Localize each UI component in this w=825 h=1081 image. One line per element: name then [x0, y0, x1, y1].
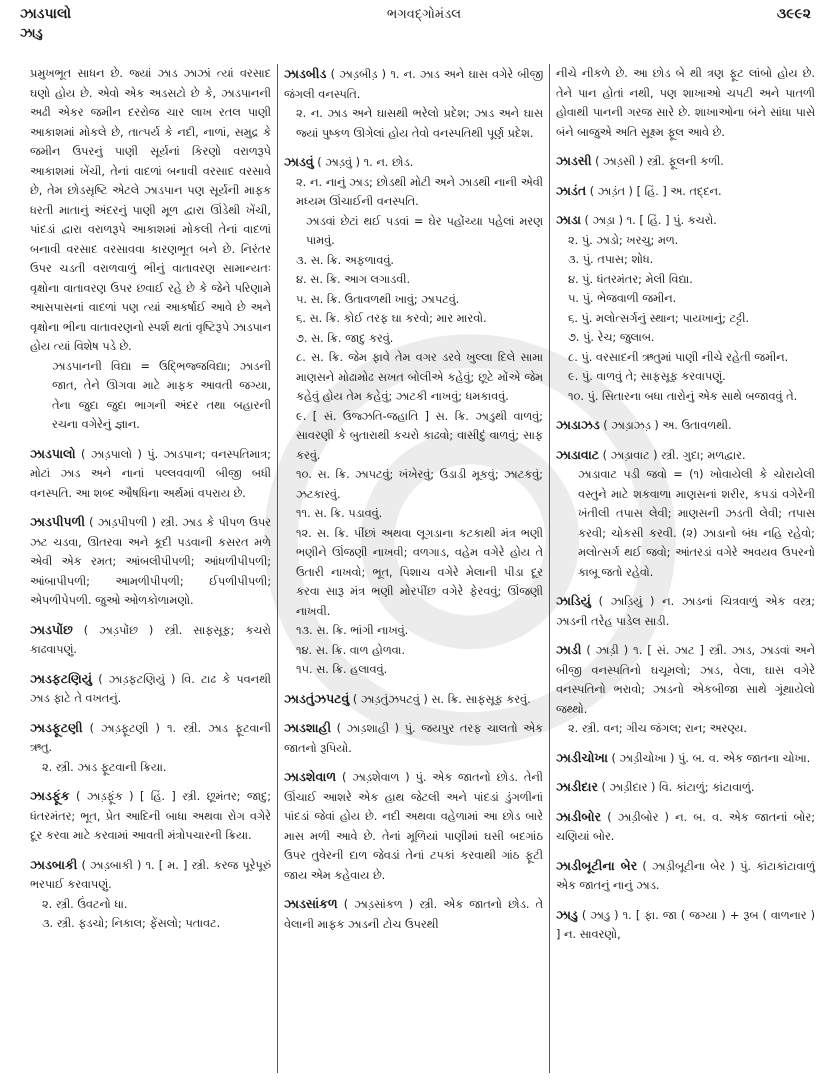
dictionary-entry [30, 444, 271, 504]
pronunciation: ( ઝાડ઼બીડ઼ ) [330, 68, 387, 81]
headword: ઝાડસાંકળ [284, 896, 338, 911]
definition: સ્ત્રી. ઝાડ કે પીપળ ઉપર ઝટ ચડવા, ઊતરવા અને કૂદી પડવાની કસરત મળે એવી એક રમત; આંબલીપીપળી; આંધળીપીપળી; આંબાપીપળી; આમળીપીપળી; ઈપળીપીપળી; એપળીપેપળી. જુઓ ઓળકોળામણો. [30, 516, 272, 607]
definition-sense: ૭. સ. ક્રિ. જાદુ કરવું. [296, 331, 394, 345]
definition-sense: ૧૦. સ. ક્રિ. ઝાપટવું; ખંખેરવું; ઉડાડી મૂકવું; ઝાટકવું; ઝટકારવું. [296, 468, 543, 501]
definition: વિ. ટાઢ કે પવનથી ઝાડ ફાટે તે વખતનું. [30, 672, 271, 705]
pronunciation: ( ઝાડ઼ાઝડ઼ ) [603, 419, 659, 432]
dictionary-entry [284, 767, 543, 885]
definition: અ. ઉતાવળથી. [662, 419, 732, 432]
headword: ઝાડી [556, 642, 582, 657]
pronunciation: ( ઝાડ઼શાહી ) [336, 722, 400, 735]
dictionary-entry [556, 807, 815, 847]
pronunciation: ( ઝાડ઼સાંકળ ) [343, 898, 414, 911]
pronunciation: ( ઝાડ઼ીબૂટીના બેર ) [642, 859, 735, 873]
definition: ન. બ. વ. એક જાતનાં બોર; ચણિયાં બોર. [556, 810, 816, 843]
dictionary-entry [30, 620, 271, 660]
pronunciation: ( ઝાડ઼ંત ) [589, 184, 633, 198]
pronunciation: ( ઝાડ઼તુંઝપટવું ) [352, 692, 428, 706]
definition: પું. ઝાડપાન; વનસ્પતિમાત્ર; મોટાં ઝાડ અને નાનાં પલ્લવવાળી બીજી બધી વનસ્પતિ. આ શબ્દ ઔષધિના અર્થમાં વપરાય છે. [30, 447, 271, 500]
dictionary-entry [284, 64, 543, 143]
dictionary-entry [556, 748, 815, 769]
dictionary-entry [556, 591, 815, 631]
dictionary-entry [556, 777, 815, 798]
definition-sense: ૧૦. પું. સિતારના બધા તારોનું એક સાથે બજાવવું તે. [568, 389, 798, 403]
headword: ઝાડપોંછ [30, 621, 73, 637]
definition: પ્રમુખભૂત સાધન છે. જ્યાં ઝાડ ઝાઝાં ત્યાં વરસાદ ઘણો હોય છે. એવો એક અડસટો છે કે, ઝાડપાનની અઢી એકર જમીન દરરોજ ચાર લાખ રતલ પાણી આકાશમાં મોકલે છે, તાત્પર્ય કે નદી, નાળાં, સમુદ્ર કે જમીન ઉપરનું પાણી સૂર્યનાં કિરણો વરાળરૂપે આકાશમાં ખેંચી, તેનાં વાદળાં બનાવી વરસાદ વરસાવે છે, તેમ છોડસૃષ્ટિ એટલે ઝાડપાન પણ સૂર્યની માફક ધરતી માતાનું અંદરનું પાણી મૂળ દ્વારા ઊંડેથી ખેંચી, પાંદડાં દ્વારા વરાળરૂપે આકાશમાં મોકલી તેનાં વાદળાં બનાવી વરસાદ વરસાવવા કારણભૂત બને છે. નિરંતર ઉપર ચડતી વરાળવાળું ભીનું વાતાવરણ સામાન્યતઃ વૃક્ષોના વાતાવરણ ઉપર છવાઈ રહે છે કે જેને પરિણામે આસપાસનાં વાદળાં પણ ત્યાં આકર્ષાઈ આવે છે અને વૃક્ષોના ભીના વાતાવરણનો સ્પર્શ થતાં વૃષ્ટિરૂપે ઝાડપાન હોય ત્યાં વિશેષ પડે છે. [30, 67, 271, 353]
pronunciation: ( ઝાડ઼બાકી ) [81, 858, 142, 872]
headword: ઝાડા [556, 212, 581, 227]
headword: ઝાડીદાર [556, 779, 598, 794]
headword: ઝાડબાકી [30, 856, 78, 872]
dictionary-entry [556, 640, 815, 739]
definition: પું. કાંટાકાંટાવાળું એક જાતનું નાનું ઝાડ. [556, 859, 816, 892]
definition: વિ. કાંટાળું; કાંટાવાળું. [659, 781, 755, 794]
dictionary-entry [284, 718, 543, 758]
definition-sense: ૮. સ. ક્રિ. જેમ ફાવે તેમ વગર ડરવે ખુલ્લા દિલે સામા માણસને મોઢામોઢ સખત બોલીએ કહેવું; છૂટે મોંએ જેમ કહેવું હોય તેમ કહેવું; ઝાટકી નાખવું; ધમકાવવું. [296, 351, 543, 403]
definition-sense: ૨. પું. ઝાડો; ખરચુ; મળ. [568, 233, 679, 247]
dictionary-entry [556, 415, 815, 436]
definition: ૧. સ્ત્રી. ઝાડ ફૂટવાની ઋતુ. [30, 721, 272, 754]
definition-sense: ૨. સ્ત્રી. ઝાડ ફૂટવાની ક્રિયા. [42, 760, 167, 774]
headword: ઝાડપીપળી [30, 514, 85, 529]
headword: ઝાડશેવાળ [284, 769, 337, 784]
definition: [ હિં. ] અ. તદ્દન. [636, 184, 722, 198]
definition: ન. ઝાડનાં ચિત્રવાળું એક વસ્ત્ર; ઝાડની તરેહ પાડેલ સાડી. [556, 595, 815, 628]
definition-sense: ૩. સ. ક્રિ. અફળાવવું. [296, 253, 394, 267]
dictionary-entry [30, 718, 271, 778]
headword: ઝાડફટણિયું [30, 670, 93, 686]
definition-sense: ૩. પું. તપાસ; શોધ. [568, 253, 654, 266]
definition: નીચે નીકળે છે. આ છોડ બે થી ત્રણ ફૂટ લાંબો હોય છે. તેને પાન હોતાં નથી, પણ શાખાઓ ચપટી અને પાતળી હોવાથી પાનની ગરજ સારે છે. શાખાઓના બંને સાંધા પાસે બંને બાજુએ અતિ સૂક્ષ્મ ફૂલ આવે છે. [556, 67, 815, 139]
dictionary-entry [284, 152, 543, 680]
definition: સ. ક્રિ. સાફસૂફ કરવું. [431, 692, 531, 706]
definition-sense: ૨. સ્ત્રી. ઉંવટનો ધા. [42, 897, 128, 911]
definition: સ્ત્રી. સાફસૂફ; કચરો કાઢવાપણું. [30, 623, 272, 656]
idiom: ઝાડવાં છેટાં થઈ પડવાં = ઘેર પહોંચ્યા પહેલાં મરણ પામવું. [306, 214, 543, 247]
definition-sense: ૧૧. સ. ક્રિ. પડાવવું. [296, 507, 383, 520]
definition-sense: ૭. પું. રેચ; જુલાબ. [568, 331, 655, 344]
definition: સ્ત્રી. ફૂલની કળી. [646, 155, 724, 168]
column-1 [30, 64, 278, 1073]
headword: ઝાડવું [284, 154, 314, 169]
definition-sense: ૧૫. સ. ક્રિ. હલાવવું. [296, 663, 388, 676]
page-header [20, 6, 811, 28]
headword: ઝાડીચોખા [556, 749, 608, 765]
headword: ઝાડબીડ [284, 66, 327, 81]
pronunciation: ( ઝાડ઼ીદાર ) [601, 781, 656, 794]
headword: ઝાડતુંઝપટવું [284, 690, 350, 706]
definition-sense: ૯. [ સં. ઉજ્ઝતિ-જહાતિ ] સ. ક્રિ. ઝાડુથી વાળવું; સાવરણી કે બુતારાથી કચરો કાઢવો; વાસીદું વાળવું; સાફ કરવું. [296, 409, 543, 462]
headword: ઝાડફૂંક [30, 788, 70, 803]
dictionary-entry [556, 445, 815, 583]
headword: ઝાડાવાટ [556, 446, 600, 462]
dictionary-title: ભગવદ્ગોમંડલ [386, 7, 462, 22]
definition-sense: ૧૨. સ. ક્રિ. પીંછાં અથવા લૂગડાના કટકાથી મંત્ર ભણી ભણીને ઊંજણી નાખવી; વળગાડ, વહેમ વગેરે હોય તે ઉતારી નાખવો; ભૂત, પિશાચ વગેરે મેલાની પીડા દૂર કરવા સારૂ મંત્ર ભણી મોરપીંછ વગેરે ફેરવવું; ઊંજણી નાખવી. [296, 526, 543, 618]
headword: ઝાડંત [556, 182, 587, 198]
dictionary-entry [556, 210, 815, 406]
definition-sense: ૬. પું. મલોત્સર્ગનું સ્થાન; પાયખાનું; ટટ્ટી. [568, 311, 750, 325]
dictionary-entry [556, 905, 815, 945]
guide-word-left: ઝાડપાલો [20, 6, 72, 22]
pronunciation: ( ઝાડ઼પોંછ ) [83, 623, 154, 637]
dictionary-entry [284, 689, 543, 710]
pronunciation: ( ઝાડ઼વું ) [317, 156, 361, 169]
headword: ઝાડાઝડ [556, 417, 600, 432]
definition-sense: ૪. સ. ક્રિ. આગ લગાડવી. [296, 273, 411, 286]
definition-sense: ૯. પું. વાળવું તે; સાફસૂફ કરવાપણું. [568, 370, 726, 383]
headword: ઝાડુ [556, 906, 578, 922]
definition: ૧. [ હિં. ] પું. કચરો. [626, 214, 717, 227]
definition-sense: ૧૩. સ. ક્રિ. ભાંગી નાખવું. [296, 624, 409, 637]
pronunciation: ( ઝાડ઼ીચોખા ) [611, 751, 675, 765]
headword: ઝાડપાલો [30, 445, 76, 461]
dictionary-entry [556, 151, 815, 172]
pronunciation: ( ઝાડ઼િયું ) [598, 595, 655, 608]
headword: ઝાડફૂટણી [30, 719, 83, 735]
pronunciation: ( ઝાડ઼ુ ) [581, 908, 619, 922]
dictionary-entry [556, 181, 815, 202]
definition: ૧. ન. છોડ. [363, 156, 414, 169]
definition: પું. બ. વ. એક જાતના ચોખા. [677, 751, 811, 765]
headword: ઝાડશાહી [284, 720, 332, 735]
pronunciation: ( ઝાડ઼શેવાળ ) [341, 771, 410, 784]
pronunciation: ( ઝાડ઼ફૂટણી ) [89, 721, 160, 735]
definition-sense: ૨. ન. ઝાડ અને ઘાસથી ભરેલો પ્રદેશ; ઝાડ અને ઘાસ જ્યાં પુષ્કળ ઊગેલાં હોય તેવો વનસ્પતિથી પૂર્ણ પ્રદેશ. [296, 107, 543, 140]
headword: ઝાડસી [556, 153, 592, 168]
definition: સ્ત્રી. ગુદા; મળદ્વાર. [661, 448, 746, 462]
definition-sense: ૮. પું. વરસાદની ઋતુમાં પાણી નીચે રહેતી જમીન. [568, 350, 789, 364]
definition: ૧. [ સં. ઝાટ ] સ્ત્રી. ઝાડ, ઝાડવાં અને બીજી વનસ્પતિનો ઘચૂમલો; ઝાડ, વેલા, ઘાસ વગેરે વનસ્પતિનો ભરાવો; ઝાડનો એકબીજા સાથે ગૂંથાયેલો જથ્થો. [556, 644, 815, 716]
dictionary-entry [556, 64, 815, 142]
definition: ૧. [ મ. ] સ્ત્રી. કરજ પૂરેપૂરું ભરપાઈ કરવાપણું. [30, 858, 272, 891]
dictionary-entry [30, 855, 271, 934]
dictionary-entry [30, 669, 271, 709]
definition-sense: ૫. પું. ભેજવાળી જમીન. [568, 292, 677, 305]
pronunciation: ( ઝાડ઼સી ) [595, 155, 644, 168]
column-2 [278, 64, 550, 1073]
pronunciation: ( ઝાડ઼પાલો ) [81, 447, 142, 461]
page-number: ૩૯૯૨ [776, 6, 811, 22]
definition-sense: ૬. સ. ક્રિ. કોઈ તરફ ઘા કરવો; માર મારવો. [296, 312, 487, 325]
definition: ૧. ન. ઝાડ અને ઘાસ વગેરે બીજી જંગલી વનસ્પતિ. [284, 68, 544, 101]
pronunciation: ( ઝાડ઼ા ) [584, 214, 624, 227]
idiom: ઝાડાવાટ પડી જવો = (૧) ખોવાયેલી કે ચોરાયેલી વસ્તુને માટે શકવાળા માણસનાં શરીર, કપડાં વગેરેની ખંતીલી તપાસ લેવી; માણસની ઝડતી લેવી; તપાસ કરવી; ચોકસી કરવી. (૨) ઝાડાનો બંધ નહિ રહેવો; મલોત્સર્ગ થઈ જવો; આંતરડાં વગેરે અવયવ ઉપરનો કાબૂ જતો રહેવો. [578, 468, 815, 579]
pronunciation: ( ઝાડ઼ફૂંક ) [76, 790, 134, 803]
dictionary-entry [30, 786, 271, 846]
dictionary-entry [30, 512, 271, 611]
headword: ઝાડિયું [556, 593, 591, 608]
definition-sense: ૨. ન. નાનું ઝાડ; છોડથી મોટી અને ઝાડથી નાની એવી મધ્યમ ઊંચાઈની વનસ્પતિ. [296, 175, 543, 208]
pronunciation: ( ઝાડ઼પીપળી ) [89, 516, 157, 529]
pronunciation: ( ઝાડ઼ાવાટ ) [602, 448, 658, 462]
dictionary-entry [30, 64, 271, 435]
definition-sense: ૧૪. સ. ક્રિ. વાળ હોળવા. [296, 643, 406, 657]
pronunciation: ( ઝાડ઼ીબોર ) [607, 810, 669, 824]
definition-sense: ૩. સ્ત્રી. ફડચો; નિકાલ; ફેંસલો; પતાવટ. [42, 917, 221, 930]
definition-sense: ૨. સ્ત્રી. વન; ગીચ જંગલ; રાન; અરણ્ય. [568, 722, 748, 735]
definition-sense: ૪. પું. ધંતરમંતર; મેલી વિદ્યા. [568, 272, 693, 286]
headword: ઝાડીબોર [556, 808, 602, 824]
dictionary-entry [556, 856, 815, 896]
headword: ઝાડીબૂટીના બેર [556, 857, 638, 873]
definition: ૧. [ ફા. જા ( જગ્યા ) + રૂબ ( વાળનાર ) ] ન. સાવરણો, [556, 908, 816, 941]
pronunciation: ( ઝાડ઼ી ) [586, 644, 629, 657]
definition: સ્ત્રી. એક જાતનો છોડ. તે વેલાની માફક ઝાડની ટોચ ઉપરથી [284, 898, 543, 931]
column-3 [550, 64, 815, 1073]
idiom: ઝાડપાનની વિદ્યા = ઉદ્ભિજ્જવિદ્યા; ઝાડની જાત, તેને ઊગવા માટે માફક આવતી જગ્યા, તેના જુદા જુદા ભાગની અંદર તથા બહારની રચના વગેરેનું જ્ઞાન. [52, 359, 271, 431]
dictionary-entry [284, 894, 543, 934]
pronunciation: ( ઝાડ઼ફટણિયું ) [98, 672, 176, 686]
guide-word-right: ઝાડુ [20, 26, 43, 41]
definition-sense: ૫. સ. ક્રિ. ઉતાવળથી ખાવું; ઝાપટવું. [296, 292, 460, 306]
dictionary-columns [30, 64, 821, 1073]
definition: પું. એક જાતનો છોડ. તેની ઊંચાઈ આશરે એક હાથ જેટલી અને પાંદડાં ડુંગળીનાં પાંદડાં જેવાં હોય છે. નદી અથવા વહેળામાં આ છોડ બારે માસ મળી આવે છે. તેનાં મૂળિયાં પાણીમાં ઘસી બદગાંઠ ઉપર તુવેરની દાળ જેવડાં તેનાં ટપકાં કરવાથી ગાંઠ ફૂટી જાય એમ કહેવાય છે. [284, 771, 543, 882]
definition: [ હિં. ] સ્ત્રી. છૂમંતર; જાદુ; ધંતરમંતર; ભૂત, પ્રેત આદિની બાધા અથવા રોગ વગેરે દૂર કરવા માટે કરવામાં આવતી મંત્રોપચારની ક્રિયા. [30, 790, 272, 842]
definition: પું. જયપુર તરફ ચાલતો એક જાતનો રૂપિયો. [284, 722, 544, 755]
